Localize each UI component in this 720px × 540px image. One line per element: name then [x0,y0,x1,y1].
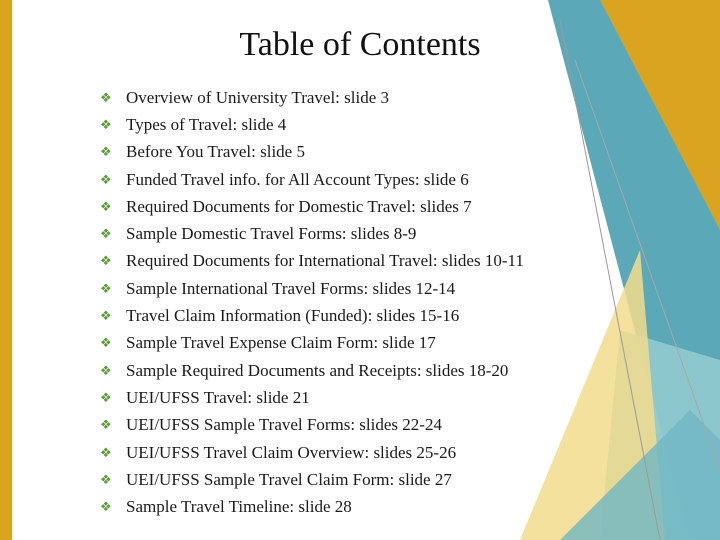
left-gold-shape [0,0,12,540]
diamond-bullet-icon: ❖ [100,226,112,242]
list-item [100,84,524,111]
list-item [100,139,524,166]
list-item [100,302,524,329]
item-text: Funded Travel info. for All Account Types: slide 6 [126,169,469,189]
slide-title: Table of Contents [239,26,481,63]
item-text: Sample Domestic Travel Forms: slides 8-9 [126,224,417,244]
list-item [100,220,524,247]
item-text: Before You Travel: slide 5 [126,142,305,162]
diamond-bullet-icon: ❖ [100,280,112,296]
item-text: UEI/UFSS Travel Claim Overview: slides 25-26 [126,442,457,462]
list-item [100,412,524,439]
item-text: Overview of University Travel: slide 3 [126,87,389,107]
list-item [100,439,524,466]
diamond-bullet-icon: ❖ [100,444,112,460]
contents-list [100,84,524,521]
diamond-bullet-icon: ❖ [100,471,112,487]
diamond-bullet-icon: ❖ [100,335,112,351]
list-item [100,493,524,520]
diamond-bullet-icon: ❖ [100,417,112,433]
item-text: Travel Claim Information (Funded): slides 15-16 [126,306,460,326]
diamond-bullet-icon: ❖ [100,499,112,515]
diamond-bullet-icon: ❖ [100,116,112,132]
list-item [100,357,524,384]
list-item [100,466,524,493]
list-item [100,111,524,138]
item-text: Types of Travel: slide 4 [126,114,287,134]
diamond-bullet-icon: ❖ [100,89,112,105]
diamond-bullet-icon: ❖ [100,389,112,405]
item-text: UEI/UFSS Sample Travel Claim Form: slide 27 [126,469,452,489]
list-item [100,330,524,357]
diamond-bullet-icon: ❖ [100,198,112,214]
item-text: Sample Travel Expense Claim Form: slide 17 [126,333,436,353]
list-item [100,248,524,275]
item-text: Sample Required Documents and Receipts: slides 18-20 [126,360,509,380]
item-text: Required Documents for International Travel: slides 10-11 [126,251,524,271]
list-item [100,384,524,411]
item-text: Required Documents for Domestic Travel: slides 7 [126,196,472,216]
item-text: UEI/UFSS Sample Travel Forms: slides 22-24 [126,415,442,435]
list-item [100,193,524,220]
diamond-bullet-icon: ❖ [100,362,112,378]
item-text: UEI/UFSS Travel: slide 21 [126,387,310,407]
diamond-bullet-icon: ❖ [100,308,112,324]
item-text: Sample International Travel Forms: slides 12-14 [126,278,456,298]
diamond-bullet-icon: ❖ [100,144,112,160]
item-text: Sample Travel Timeline: slide 28 [126,497,352,517]
diamond-bullet-icon: ❖ [100,171,112,187]
list-item [100,275,524,302]
diamond-bullet-icon: ❖ [100,253,112,269]
list-item [100,166,524,193]
